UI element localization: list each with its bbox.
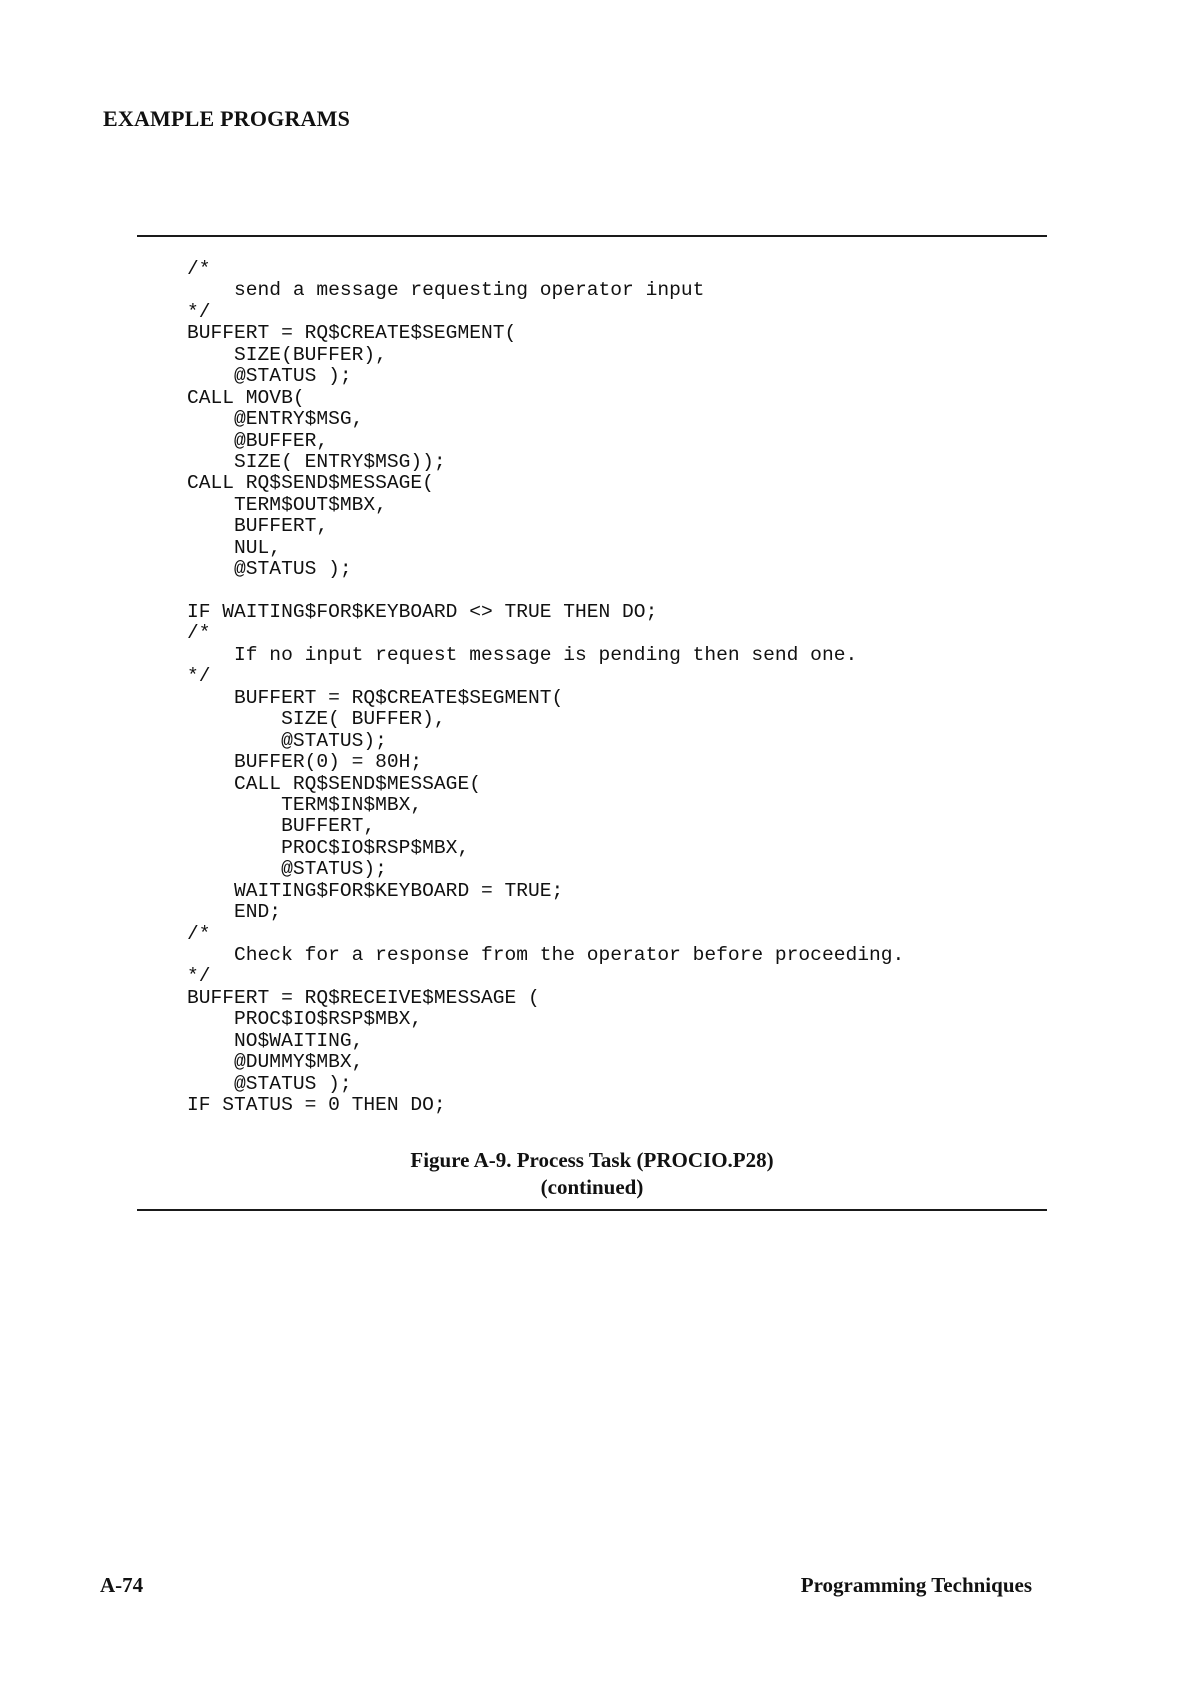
code-line: PROC$IO$RSP$MBX, — [187, 1008, 423, 1031]
code-line: BUFFERT, — [187, 515, 329, 538]
code-line: @DUMMY$MBX, — [187, 1051, 364, 1074]
code-line: CALL RQ$SEND$MESSAGE( — [187, 472, 434, 495]
code-line: BUFFERT = RQ$CREATE$SEGMENT( — [187, 322, 517, 345]
code-line: BUFFER(0) = 80H; — [187, 751, 423, 774]
code-line: @STATUS); — [187, 729, 387, 752]
code-line: BUFFERT = RQ$CREATE$SEGMENT( — [187, 686, 564, 709]
code-line: /* — [187, 622, 211, 645]
code-line: /* — [187, 258, 211, 280]
figure-top-rule — [137, 235, 1047, 237]
code-line: WAITING$FOR$KEYBOARD = TRUE; — [187, 879, 564, 902]
footer-section-title: Programming Techniques — [800, 1573, 1032, 1597]
code-line: Check for a response from the operator before proceeding. — [187, 944, 905, 966]
code-line: IF STATUS = 0 THEN DO; — [187, 1094, 446, 1117]
code-line: /* — [187, 922, 211, 945]
code-line: NUL, — [187, 536, 282, 559]
page-header: EXAMPLE PROGRAMS — [103, 106, 351, 131]
code-line: @STATUS ); — [187, 1072, 352, 1095]
code-line: SIZE(BUFFER), — [187, 343, 387, 366]
figure-caption: Figure A-9. Process Task (PROCIO.P28) — [410, 1148, 774, 1172]
code-line: CALL RQ$SEND$MESSAGE( — [187, 772, 481, 795]
code-line: @BUFFER, — [187, 429, 329, 452]
code-line: @STATUS); — [187, 858, 387, 881]
code-line: SIZE( ENTRY$MSG)); — [187, 450, 446, 473]
code-line: SIZE( BUFFER), — [187, 708, 446, 731]
code-line: CALL MOVB( — [187, 386, 305, 409]
code-line: If no input request message is pending then send one. — [187, 643, 858, 666]
page-number: A-74 — [100, 1573, 144, 1597]
code-listing — [187, 259, 904, 1117]
code-line: IF WAITING$FOR$KEYBOARD <> TRUE THEN DO; — [187, 601, 658, 623]
code-line: BUFFERT = RQ$RECEIVE$MESSAGE ( — [187, 986, 540, 1009]
code-line: @STATUS ); — [187, 558, 352, 581]
code-line: */ — [187, 665, 211, 688]
code-line: TERM$IN$MBX, — [187, 793, 423, 816]
code-line — [187, 581, 904, 602]
figure-caption-continued: (continued) — [540, 1175, 644, 1199]
code-line: BUFFERT, — [187, 815, 376, 838]
code-line: send a message requesting operator input — [187, 279, 705, 302]
code-line: TERM$OUT$MBX, — [187, 493, 387, 516]
code-line: */ — [187, 300, 211, 323]
code-line: @STATUS ); — [187, 365, 352, 388]
figure-bottom-rule — [137, 1209, 1047, 1211]
code-line: END; — [187, 901, 282, 924]
code-line: @ENTRY$MSG, — [187, 408, 364, 431]
code-line: PROC$IO$RSP$MBX, — [187, 836, 470, 859]
code-line: NO$WAITING, — [187, 1029, 364, 1052]
code-line: */ — [187, 965, 211, 988]
